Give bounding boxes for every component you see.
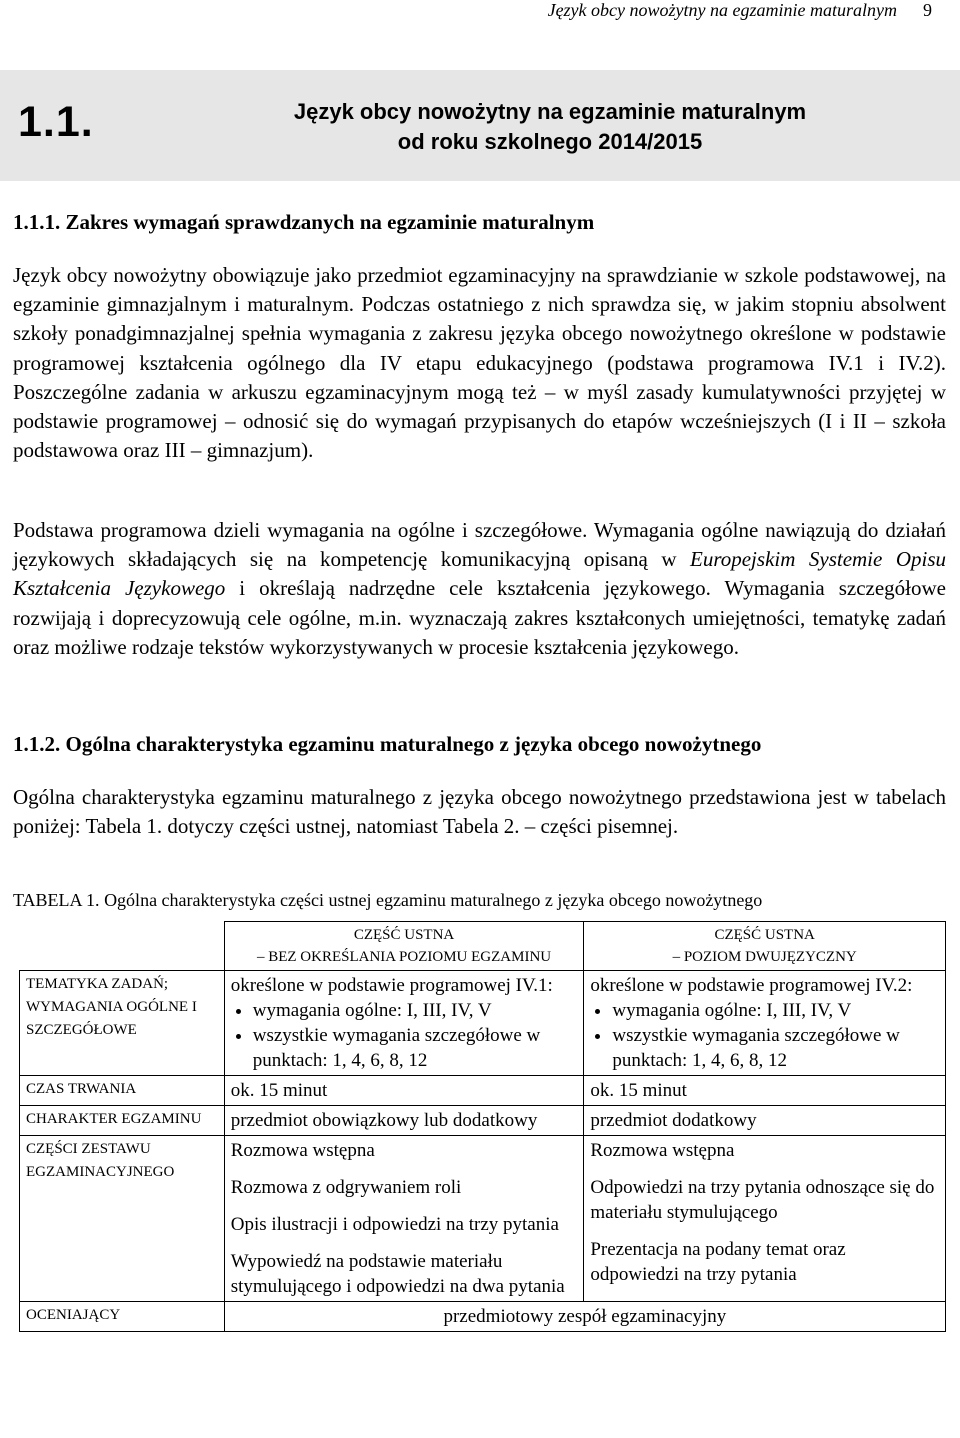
list-item: Prezentacja na podany temat oraz odpowiedzi na trzy pytania: [590, 1239, 846, 1285]
paragraph-core-curriculum-a: Podstawa programowa dzieli wymagania na ogólne i szczegółowe. Wymagania ogólne nawiązują do działań językowych składających się na kompetencję komunikacyjną opisaną w: [13, 518, 946, 572]
list-item: • wszystkie wymagania szczegółowe w punktach: 1, 4, 6, 8, 12: [612, 1023, 939, 1073]
list-item: Odpowiedzi na trzy pytania odnoszące się do materiału stymulującego: [590, 1177, 935, 1223]
col-header-bilingual: [584, 922, 946, 971]
col-header-standard-title: CZĘŚĆ USTNA: [353, 927, 455, 943]
list-item: Rozmowa z odgrywaniem roli: [230, 1177, 462, 1198]
row-label-character: CHARAKTER EGZAMINU: [20, 1106, 225, 1136]
cell-duration-bilingual: ok. 15 minut: [584, 1076, 946, 1106]
running-header: [548, 0, 932, 21]
paragraph-core-curriculum: [13, 516, 946, 662]
col-header-standard: [224, 922, 584, 971]
row-label-topics: TEMATYKA ZADAŃ; WYMAGANIA OGÓLNE I SZCZEGÓŁOWE: [20, 971, 225, 1076]
subsection-heading-1-1-1: 1.1.1. Zakres wymagań sprawdzanych na egzaminie maturalnym: [13, 210, 595, 234]
table-row: [20, 1302, 946, 1332]
list-item: • wymagania ogólne: I, III, IV, V: [253, 998, 578, 1023]
paragraph-core-curriculum-b: i określają nadrzędne cele kształcenia językowego. Wymagania szczegółowe rozwijają i doprecyzowują cele ogólne, m.in. wyznaczają zakres kształconych umiejętności, tematykę zadań oraz możliwe rodzaje tekstów wykorzystywanych w procesie kształcenia językowego.: [13, 576, 946, 659]
table-caption-text: Ogólna charakterystyka części ustnej egzaminu maturalnego z języka obcego nowożytnego: [99, 890, 763, 910]
section-title-line2: od roku szkolnego 2014/2015: [397, 129, 703, 154]
section-number: 1.1.: [18, 98, 94, 146]
table-header-row: [20, 922, 946, 971]
cell-topics-standard: [224, 971, 584, 1076]
list-item: • wymagania ogólne: I, III, IV, V: [612, 998, 939, 1023]
cell-duration-standard: ok. 15 minut: [224, 1076, 584, 1106]
subsection-heading-1-1-2: 1.1.2. Ogólna charakterystyka egzaminu maturalnego z języka obcego nowożytnego: [13, 732, 762, 756]
list-item: • wszystkie wymagania szczegółowe w punktach: 1, 4, 6, 8, 12: [253, 1023, 578, 1073]
cell-parts-standard: [224, 1136, 584, 1302]
table-row: [20, 1106, 946, 1136]
table-caption: [13, 890, 762, 911]
cell-character-bilingual: przedmiot dodatkowy: [584, 1106, 946, 1136]
cell-topics-bilingual: [584, 971, 946, 1076]
table-caption-label: TABELA 1.: [13, 890, 100, 910]
row-label-duration: CZAS TRWANIA: [20, 1076, 225, 1106]
cell-character-standard: przedmiot obowiązkowy lub dodatkowy: [224, 1106, 584, 1136]
table-row: [20, 971, 946, 1076]
list-item: Rozmowa wstępna: [230, 1140, 375, 1161]
running-title: Język obcy nowożytny na egzaminie maturalnym: [547, 0, 897, 20]
table-row: [20, 1076, 946, 1106]
paragraph-requirements: Język obcy nowożytny obowiązuje jako przedmiot egzaminacyjny na sprawdzianie w szkole podstawowej, na egzaminie gimnazjalnym i maturalnym. Podczas ostatniego z nich sprawdza się, w jakim stopniu absolwent szkoły ponadgimnazjalnej spełnia wymagania z zakresu języka obcego nowożytnego określone w podstawie programowej kształcenia ogólnego dla IV etapu edukacyjnego (podstawa programowa IV.1 i IV.2). Poszczególne zadania w arkuszu egzaminacyjnym mogą też – w myśl zasady kumulatywności przyjętej w podstawie programowej – odnosić się do wymagań przypisanych do etapów wcześniejszych (I i II – szkoła podstawowa oraz III – gimnazjum).: [13, 263, 946, 463]
table-row: [20, 1136, 946, 1302]
section-header-box: [0, 70, 960, 181]
section-title-line1: Język obcy nowożytny na egzaminie maturalnym: [293, 99, 807, 124]
cell-parts-bilingual: [584, 1136, 946, 1302]
cell-assessors: przedmiotowy zespół egzaminacyjny: [224, 1302, 945, 1332]
section-title: [200, 97, 900, 157]
list-item: Wypowiedź na podstawie materiału stymulującego i odpowiedzi na dwa pytania: [230, 1251, 565, 1297]
row-label-parts: CZĘŚCI ZESTAWU EGZAMINACYJNEGO: [20, 1136, 225, 1302]
row-label-assessors: OCENIAJĄCY: [20, 1302, 225, 1332]
cefr-reference: Europejskim Systemie Opisu Kształcenia Językowego: [13, 547, 946, 601]
list-item: Rozmowa wstępna: [590, 1140, 735, 1161]
col-header-bilingual-sub: – POZIOM DWUJĘZYCZNY: [672, 949, 857, 965]
paragraph-exam-overview: Ogólna charakterystyka egzaminu maturalnego z języka obcego nowożytnego przedstawiona jest w tabelach poniżej: Tabela 1. dotyczy części ustnej, natomiast Tabela 2. – części pisemnej.: [13, 785, 946, 839]
col-header-standard-sub: – BEZ OKREŚLANIA POZIOMU EGZAMINU: [256, 949, 552, 965]
col-header-bilingual-title: CZĘŚĆ USTNA: [714, 927, 815, 943]
page-number: 9: [923, 0, 932, 20]
oral-exam-table: [19, 921, 946, 1332]
list-item: Opis ilustracji i odpowiedzi na trzy pytania: [230, 1214, 559, 1235]
cell-topics-standard-intro: określone w podstawie programowej IV.1:: [230, 975, 553, 996]
cell-topics-bilingual-intro: określone w podstawie programowej IV.2:: [590, 975, 913, 996]
